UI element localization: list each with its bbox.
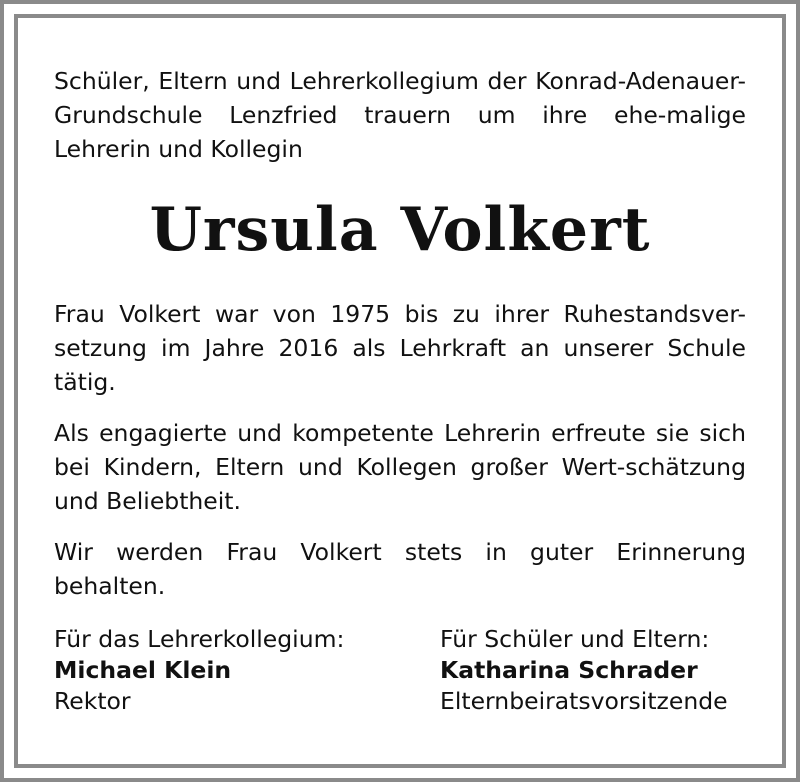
signature-name: Katharina Schrader (440, 656, 698, 684)
paragraph-career: Frau Volkert war von 1975 bis zu ihrer Ruhestandsver-setzung im Jahre 2016 als Lehrkraft an unserer Schule tätig. (54, 300, 746, 396)
deceased-name: Ursula Volkert (149, 195, 651, 265)
body-text (54, 297, 746, 620)
intro-text: Schüler, Eltern und Lehrerkollegium der Konrad-Adenauer-Grundschule Lenzfried trauern um ihre ehe-malige Lehrerin und Kollegin (54, 67, 746, 163)
signature-heading: Für das Lehrerkollegium: (54, 625, 345, 653)
signature-role: Rektor (54, 687, 131, 715)
signature-role: Elternbeiratsvorsitzende (440, 687, 728, 715)
signature-staff (54, 624, 344, 717)
paragraph-appreciation: Als engagierte und kompetente Lehrerin erfreute sie sich bei Kindern, Eltern und Kollegen großer Wert-schätzung und Beliebtheit. (54, 419, 746, 515)
signature-heading: Für Schüler und Eltern: (440, 625, 710, 653)
signature-name: Michael Klein (54, 656, 232, 684)
paragraph-remembrance: Wir werden Frau Volkert stets in guter Erinnerung behalten. (54, 538, 746, 600)
signature-parents (440, 624, 728, 717)
